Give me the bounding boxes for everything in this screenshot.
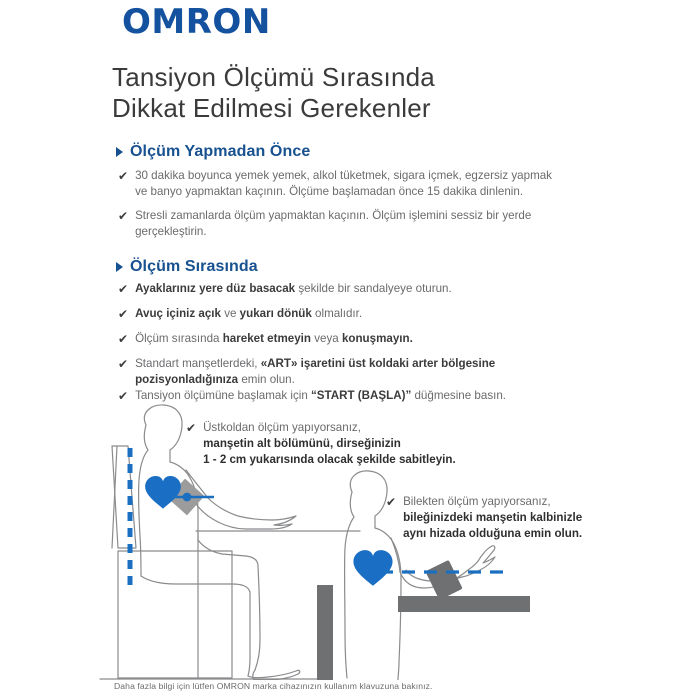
caption-upper-arm bbox=[186, 420, 486, 468]
heart-icon bbox=[353, 550, 392, 586]
list-item-line-2: gerçekleştirin. bbox=[135, 225, 207, 238]
support-bar-vertical bbox=[317, 585, 333, 680]
triangle-bullet-icon bbox=[116, 262, 123, 272]
list-item-pre-1: Standart manşetlerdeki, bbox=[135, 357, 261, 370]
caption-line-1: Bilekten ölçüm yapıyorsanız, bbox=[403, 495, 551, 508]
list-item bbox=[118, 168, 588, 200]
caption-wrist bbox=[386, 494, 666, 542]
check-icon: ✔ bbox=[186, 421, 197, 435]
wrist-cuff-icon bbox=[425, 560, 462, 600]
list-item-rest-1: olmalıdır. bbox=[311, 307, 363, 320]
list-item-text bbox=[135, 331, 413, 347]
list-item-rest-1: şekilde bir sandalyeye oturun. bbox=[295, 282, 452, 295]
support-bar-horizontal bbox=[398, 596, 530, 612]
caption-line-3: 1 - 2 cm yukarısında olacak şekilde sabitleyin. bbox=[203, 453, 456, 466]
caption-line-3: aynı hizada olduğuna emin olun. bbox=[403, 527, 583, 540]
list-item-line-1: 30 dakika boyunca yemek yemek, alkol tüketmek, sigara içmek, egzersiz yapmak bbox=[135, 169, 552, 182]
list-item-bold-2: pozisyonladığınıza bbox=[135, 373, 239, 386]
check-icon: ✔ bbox=[118, 389, 129, 403]
caption-line-1: Üstkoldan ölçüm yapıyorsanız, bbox=[203, 421, 361, 434]
list-item bbox=[118, 306, 588, 322]
page-title-line-2: Dikkat Edilmesi Gerekenler bbox=[112, 93, 431, 123]
list-item-text bbox=[135, 168, 552, 200]
section-heading-before-measurement bbox=[116, 143, 310, 161]
list-item-line-1: Stresli zamanlarda ölçüm yapmaktan kaçının. Ölçüm işlemini sessiz bir yerde bbox=[135, 209, 532, 222]
check-icon: ✔ bbox=[118, 169, 129, 183]
list-item-line-2: ve banyo yapmaktan kaçının. Ölçüme başlamadan önce 15 dakika dinlenin. bbox=[135, 185, 524, 198]
triangle-bullet-icon bbox=[116, 147, 123, 157]
list-item-pre-1: Ölçüm sırasında bbox=[135, 332, 223, 345]
list-item bbox=[118, 356, 588, 388]
list-item-bold-1: “START (BAŞLA)” bbox=[311, 389, 412, 402]
caption-text bbox=[403, 494, 582, 542]
section-heading-label: Ölçüm Sırasında bbox=[130, 258, 258, 275]
section-heading-label: Ölçüm Yapmadan Önce bbox=[130, 143, 311, 160]
list-item-bold-2: yukarı dönük bbox=[239, 307, 312, 320]
list-item-pre-1: Tansiyon ölçümüne başlamak için bbox=[135, 389, 311, 402]
check-icon: ✔ bbox=[118, 332, 129, 346]
list-item-text bbox=[135, 306, 362, 322]
list-item-bold-2: konuşmayın. bbox=[341, 332, 413, 345]
check-icon: ✔ bbox=[386, 495, 397, 509]
section-heading-during-measurement bbox=[116, 258, 258, 276]
list-item-bold-1: hareket etmeyin bbox=[222, 332, 311, 345]
omron-logo: OMRON bbox=[122, 2, 271, 42]
caption-line-2: bileğinizdeki manşetin kalbinizle bbox=[403, 511, 583, 524]
list-item-text bbox=[135, 281, 452, 297]
list-item-mid-1: veya bbox=[311, 332, 342, 345]
list-item-text bbox=[135, 208, 531, 240]
check-icon: ✔ bbox=[118, 209, 129, 223]
caption-line-2: manşetin alt bölümünü, dirseğinizin bbox=[203, 437, 401, 450]
check-icon: ✔ bbox=[118, 357, 129, 371]
list-item-bold-1: Avuç içiniz açık bbox=[135, 307, 221, 320]
list-item-bold-1: «ART» işaretini üst koldaki arter bölgesine bbox=[260, 357, 496, 370]
list-item-bold-1: Ayaklarınız yere düz basacak bbox=[135, 282, 296, 295]
check-icon: ✔ bbox=[118, 282, 129, 296]
list-item-rest-1: düğmesine basın. bbox=[411, 389, 507, 402]
list-item bbox=[118, 208, 588, 240]
list-item bbox=[118, 331, 588, 347]
caption-text bbox=[203, 420, 456, 468]
check-icon: ✔ bbox=[118, 307, 129, 321]
list-item-text bbox=[135, 356, 495, 388]
page-title bbox=[112, 62, 652, 124]
list-item-mid-1: ve bbox=[220, 307, 240, 320]
cuff-alignment-dot bbox=[183, 493, 192, 502]
page-title-line-1: Tansiyon Ölçümü Sırasında bbox=[112, 62, 435, 92]
list-item bbox=[118, 281, 588, 297]
list-item-rest-1: emin olun. bbox=[238, 373, 295, 386]
footer-note: Daha fazla bilgi için lütfen OMRON marka cihazınızın kullanım klavuzuna bakınız. bbox=[114, 681, 433, 691]
